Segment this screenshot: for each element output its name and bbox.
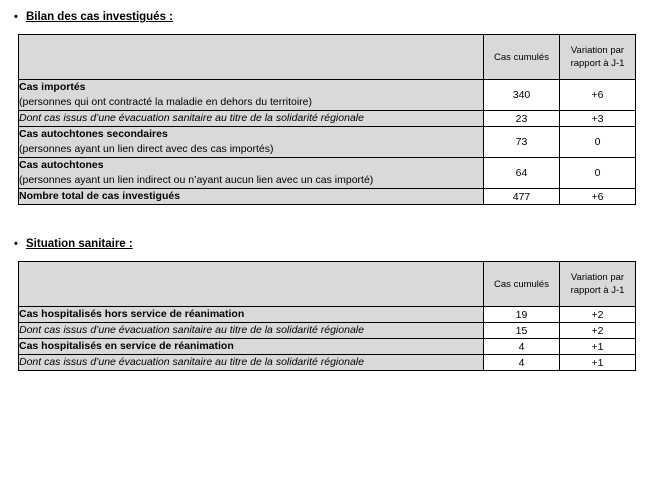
column-header-cumulative: [484, 262, 560, 307]
row-cumulative-value: 23: [484, 111, 560, 127]
row-label-line2: (personnes ayant un lien direct avec des cas importés): [19, 143, 274, 155]
row-label: [19, 323, 484, 339]
row-label-line1: Cas autochtones: [19, 159, 104, 171]
table-row: [19, 323, 636, 339]
column-header-cumulative-text: Cas cumulés: [494, 51, 549, 63]
row-label: [19, 158, 484, 189]
table-row: [19, 111, 636, 127]
row-variation-value: +2: [560, 307, 636, 323]
column-header-label: [19, 262, 484, 307]
section-title: Bilan des cas investigués :: [26, 11, 174, 23]
row-label: [19, 111, 484, 127]
row-variation-value: +1: [560, 339, 636, 355]
row-variation-value: +6: [560, 80, 636, 111]
column-header-variation-line2: rapport à J-1: [570, 58, 625, 69]
row-cumulative-value: 64: [484, 158, 560, 189]
table-row: [19, 80, 636, 111]
row-label-line1: Nombre total de cas investigués: [19, 190, 181, 202]
row-label: [19, 80, 484, 111]
row-variation-value: +6: [560, 189, 636, 205]
row-label-line1: Cas hospitalisés en service de réanimation: [19, 340, 234, 352]
row-variation-value: 0: [560, 127, 636, 158]
row-label: [19, 307, 484, 323]
column-header-variation-line1: Variation par: [570, 45, 625, 56]
row-cumulative-value: 73: [484, 127, 560, 158]
column-header-label: [19, 35, 484, 80]
row-cumulative-value: 19: [484, 307, 560, 323]
bullet-icon: •: [14, 11, 18, 23]
section-heading-bilan: [14, 10, 631, 24]
row-label-line1: Dont cas issus d’une évacuation sanitaire au titre de la solidarité régionale: [19, 356, 364, 368]
table-row-total: [19, 189, 636, 205]
row-variation-value: 0: [560, 158, 636, 189]
table-bilan-des-cas-investigues: [18, 34, 636, 205]
column-header-variation-line2: rapport à J-1: [570, 285, 625, 296]
row-cumulative-value: 4: [484, 355, 560, 371]
row-variation-value: +3: [560, 111, 636, 127]
bullet-icon: •: [14, 238, 18, 250]
row-label: [19, 189, 484, 205]
table-row: [19, 339, 636, 355]
row-variation-value: +1: [560, 355, 636, 371]
row-cumulative-value: 477: [484, 189, 560, 205]
section-title: Situation sanitaire :: [26, 238, 133, 250]
column-header-cumulative-text: Cas cumulés: [494, 278, 549, 290]
column-header-variation: [560, 35, 636, 80]
row-label-line1: Cas importés: [19, 81, 86, 93]
table-row: [19, 307, 636, 323]
row-label-line1: Dont cas issus d’une évacuation sanitaire au titre de la solidarité régionale: [19, 112, 364, 124]
table-row: [19, 127, 636, 158]
row-label-line2: (personnes ayant un lien indirect ou n’ayant aucun lien avec un cas importé): [19, 174, 374, 186]
table-situation-sanitaire: [18, 261, 636, 371]
row-cumulative-value: 340: [484, 80, 560, 111]
row-label: [19, 355, 484, 371]
row-label: [19, 339, 484, 355]
table-header-row: [19, 262, 636, 307]
row-label-line1: Cas autochtones secondaires: [19, 128, 168, 140]
column-header-cumulative: [484, 35, 560, 80]
row-label-line1: Dont cas issus d’une évacuation sanitaire au titre de la solidarité régionale: [19, 324, 364, 336]
row-label: [19, 127, 484, 158]
table-header-row: [19, 35, 636, 80]
section-heading-situation: [14, 237, 631, 251]
row-variation-value: +2: [560, 323, 636, 339]
table-row: [19, 158, 636, 189]
row-label-line1: Cas hospitalisés hors service de réanimation: [19, 308, 245, 320]
row-cumulative-value: 4: [484, 339, 560, 355]
table-row: [19, 355, 636, 371]
column-header-variation: [560, 262, 636, 307]
row-cumulative-value: 15: [484, 323, 560, 339]
row-label-line2: (personnes qui ont contracté la maladie en dehors du territoire): [19, 96, 312, 108]
section-spacer: [14, 205, 631, 235]
column-header-variation-line1: Variation par: [570, 272, 625, 283]
